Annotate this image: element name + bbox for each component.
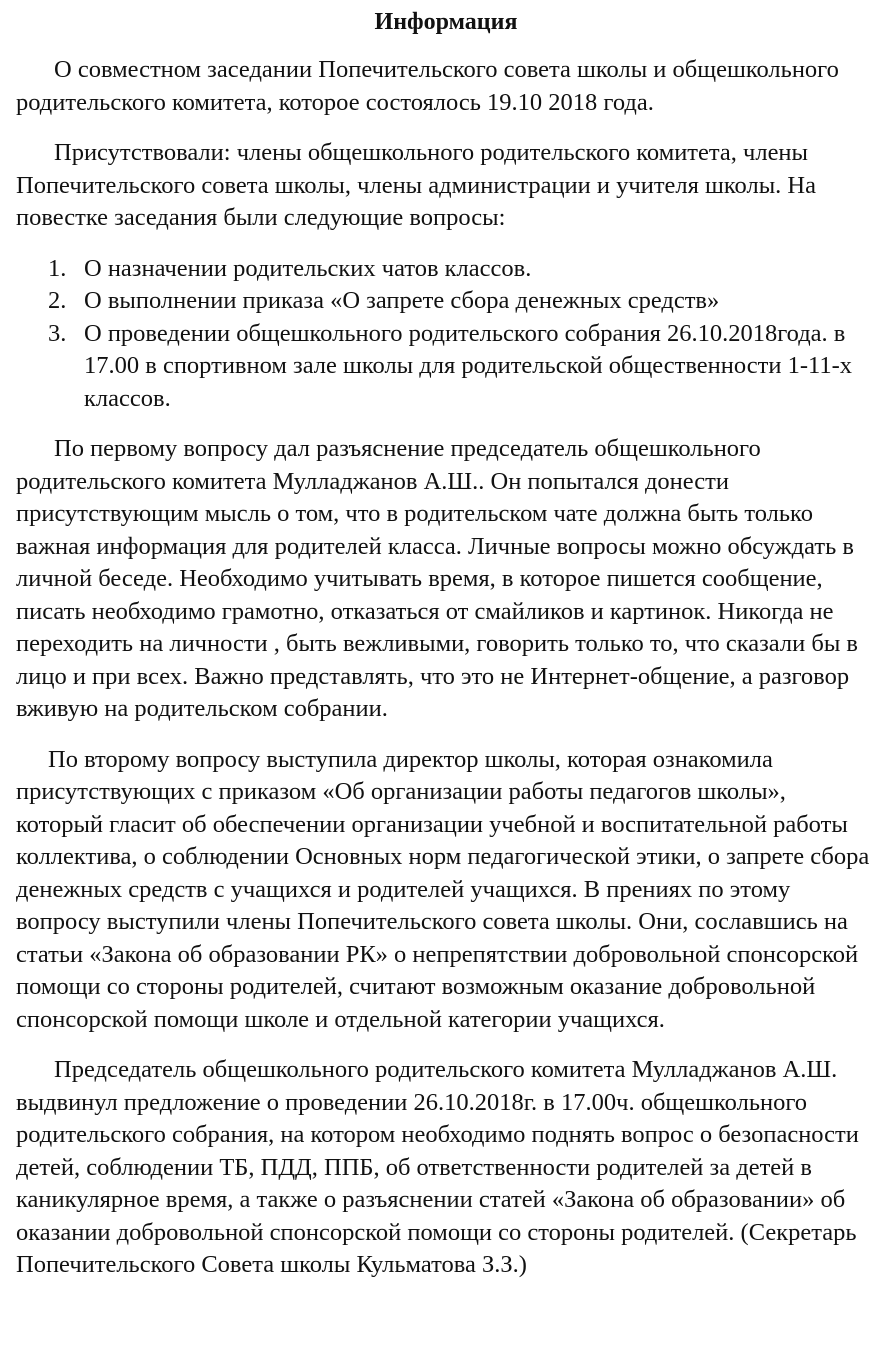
document-title: Информация xyxy=(374,9,518,35)
first-question-paragraph: По первому вопросу дал разъяснение председатель общешкольного родительского комитета Мулладжанов А.Ш.. Он попытался донести присутствующим мысль о том, что в родительском чате должна быть только важная информация для родителей класса. Личные вопросы можно обсуждать в личной беседе. Необходимо учитывать время, в которое пишется сообщение, писать необходимо грамотно, отказаться от смайликов и картинок. Никогда не переходить на личности , быть вежливыми, говорить только то, что сказали бы в лицо и при всех. Важно представлять, что это не Интернет-общение, а разговор вживую на родительском собрании. xyxy=(16,435,858,722)
second-question-paragraph: По второму вопросу выступила директор школы, которая ознакомила присутствующих с приказом «Об организации работы педагогов школы», который гласит об обеспечении организации учебной и воспитательной работы коллектива, о соблюдении Основных норм педагогической этики, о запрете сбора денежных средств с учащихся и родителей учащихся. В прениях по этому вопросу выступили члены Попечительского совета школы. Они, сославшись на статьи «Закона об образовании РК» о непрепятствии добровольной спонсорской помощи со стороны родителей, считают возможным оказание добровольной спонсорской помощи школе и отдельной категории учащихся. xyxy=(16,745,870,1033)
agenda-item xyxy=(16,285,876,318)
agenda-item-text: О проведении общешкольного родительского собрания 26.10.2018года. в 17.00 в спортивном зале школы для родительской общественности 1-11-х классов. xyxy=(84,319,852,412)
agenda-item xyxy=(16,318,876,416)
intro-paragraph: О совместном заседании Попечительского совета школы и общешкольного родительского комитета, которое состоялось 19.10 2018 года. xyxy=(16,56,839,116)
agenda-item-text: О выполнении приказа «О запрете сбора денежных средств» xyxy=(84,287,720,314)
agenda-item-number: 2. xyxy=(48,287,67,314)
agenda-item-text: О назначении родительских чатов классов. xyxy=(84,254,532,282)
agenda-item-number: 3. xyxy=(48,319,67,347)
agenda-list xyxy=(16,253,876,416)
third-question-paragraph: Председатель общешкольного родительского комитета Мулладжанов А.Ш. выдвинул предложение о проведении 26.10.2018г. в 17.00ч. общешкольного родительского собрания, на котором необходимо поднять вопрос о безопасности детей, соблюдении ТБ, ПДД, ППБ, об ответственности родителей за детей в каникулярное время, а также о разъяснении статей «Закона об образовании» об оказании добровольной спонсорской помощи со стороны родителей. (Секретарь Попечительского Совета школы Кульматова З.З.) xyxy=(16,1056,859,1278)
agenda-item-number: 1. xyxy=(48,254,67,282)
attendance-paragraph: Присутствовали: члены общешкольного родительского комитета, члены Попечительского совета школы, члены администрации и учителя школы. На повестке заседания были следующие вопросы: xyxy=(16,139,816,231)
agenda-item xyxy=(16,253,876,286)
